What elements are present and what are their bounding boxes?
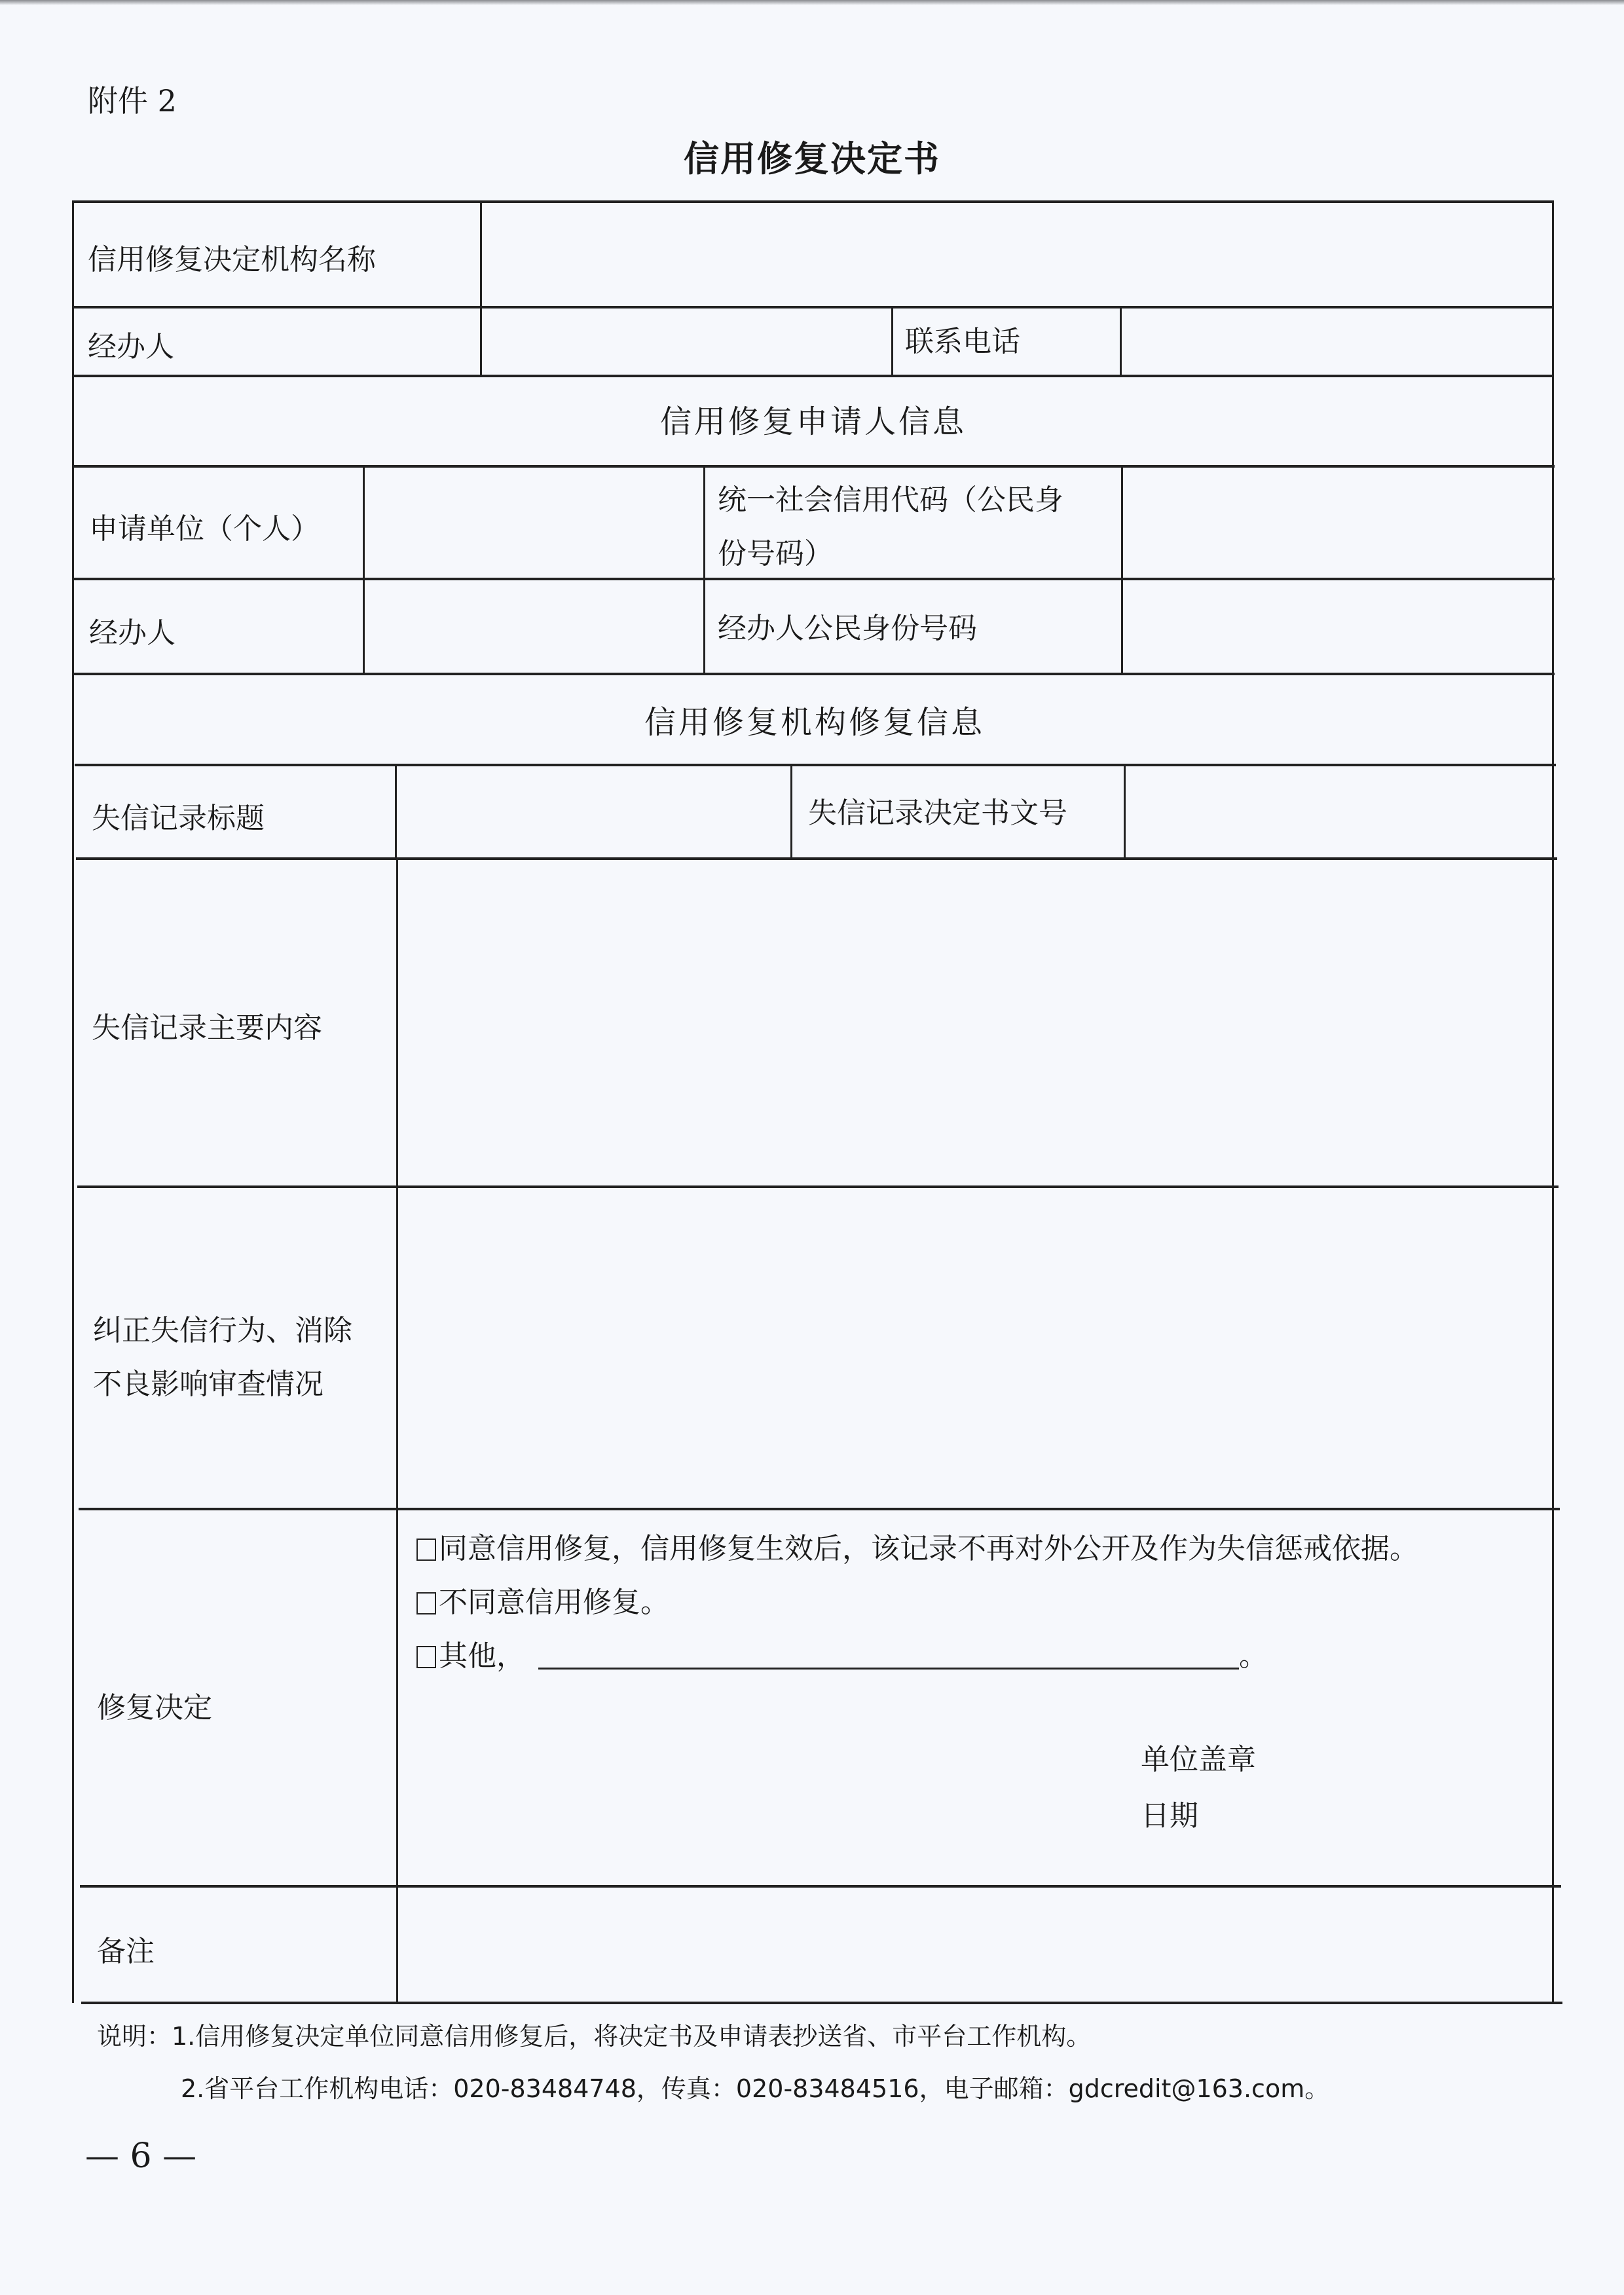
col-divider [1120,306,1122,375]
record-content-label: 失信记录主要内容 [92,1011,322,1045]
decision-label: 修复决定 [97,1691,212,1725]
org-name-field[interactable] [485,204,1551,304]
other-reason-input[interactable] [538,1639,1239,1670]
credit-code-label-line2: 份号码） [718,537,833,570]
decision-option-agree[interactable] [416,1525,1418,1567]
seal-label: 单位盖章 [1141,1743,1256,1776]
col-divider [891,306,893,375]
row-divider [77,1185,1559,1188]
decision-option-disagree[interactable] [416,1578,669,1620]
option-disagree-text: 不同意信用修复。 [439,1586,669,1619]
applicant-handler-label: 经办人 [89,616,175,650]
checkbox-disagree[interactable] [416,1592,436,1614]
correction-field[interactable] [401,1189,1551,1505]
document-title: 信用修复决定书 [684,138,940,179]
option-agree-text: 同意信用修复，信用修复生效后，该记录不再对外公开及作为失信惩戒依据。 [439,1532,1418,1565]
record-content-field[interactable] [401,861,1551,1182]
applicant-handler-field[interactable] [367,582,701,671]
decision-option-other[interactable] [416,1632,1268,1674]
attachment-label: 附件 2 [88,83,177,119]
org-name-label: 信用修复决定机构名称 [88,243,376,276]
scan-edge-shadow [0,0,1624,5]
applicant-section-title: 信用修复申请人信息 [659,403,967,440]
table-border-bottom [81,2002,1562,2004]
repair-section-title: 信用修复机构修复信息 [644,704,985,741]
handler-label: 经办人 [88,330,174,364]
table-border-top [72,200,1553,203]
applicant-unit-field[interactable] [367,469,701,575]
correction-label-line2: 不良影响审查情况 [93,1368,323,1401]
handler-id-field[interactable] [1125,582,1551,671]
row-divider [76,857,1557,860]
credit-code-label-line1: 统一社会信用代码（公民身 [718,483,1063,517]
record-title-label: 失信记录标题 [92,802,265,835]
date-label: 日期 [1141,1799,1198,1833]
page-number: — 6 — [85,2136,197,2176]
correction-label-line1: 纠正失信行为、消除 [93,1314,352,1347]
note-line-1: 说明：1.信用修复决定单位同意信用修复后，将决定书及申请表抄送省、市平台工作机构。 [97,2022,1092,2051]
applicant-unit-label: 申请单位（个人） [89,512,320,546]
table-border-left [72,200,74,2003]
record-title-field[interactable] [399,768,788,855]
handler-field[interactable] [485,309,889,373]
handler-id-label: 经办人公民身份号码 [718,612,977,645]
record-doc-no-label: 失信记录决定书文号 [808,796,1067,830]
col-divider [1124,764,1126,857]
row-divider [72,306,1553,308]
row-divider [73,673,1555,675]
col-divider [703,465,705,673]
row-divider [75,764,1556,766]
checkbox-other[interactable] [416,1646,436,1668]
record-doc-no-field[interactable] [1128,768,1552,855]
col-divider [790,764,792,857]
col-divider [1121,465,1123,673]
option-other-suffix: 。 [1239,1639,1268,1673]
row-divider [79,1508,1560,1510]
row-divider [80,1885,1561,1888]
phone-field[interactable] [1124,309,1549,373]
col-divider [363,465,365,673]
col-divider [395,764,397,857]
row-divider [73,465,1555,468]
checkbox-agree[interactable] [416,1539,436,1561]
note-line-2: 2.省平台工作机构电话：020-83484748，传真：020-83484516，电子邮箱：gdcredit@163.com。 [181,2074,1330,2103]
col-divider [480,200,482,375]
option-other-text: 其他， [439,1639,525,1673]
phone-label: 联系电话 [905,325,1020,358]
table-border-right [1552,200,1554,2003]
row-divider [72,375,1553,377]
remarks-label: 备注 [97,1935,155,1968]
credit-code-field[interactable] [1125,469,1551,575]
col-divider [396,857,398,2003]
remarks-field[interactable] [401,1889,1551,2000]
